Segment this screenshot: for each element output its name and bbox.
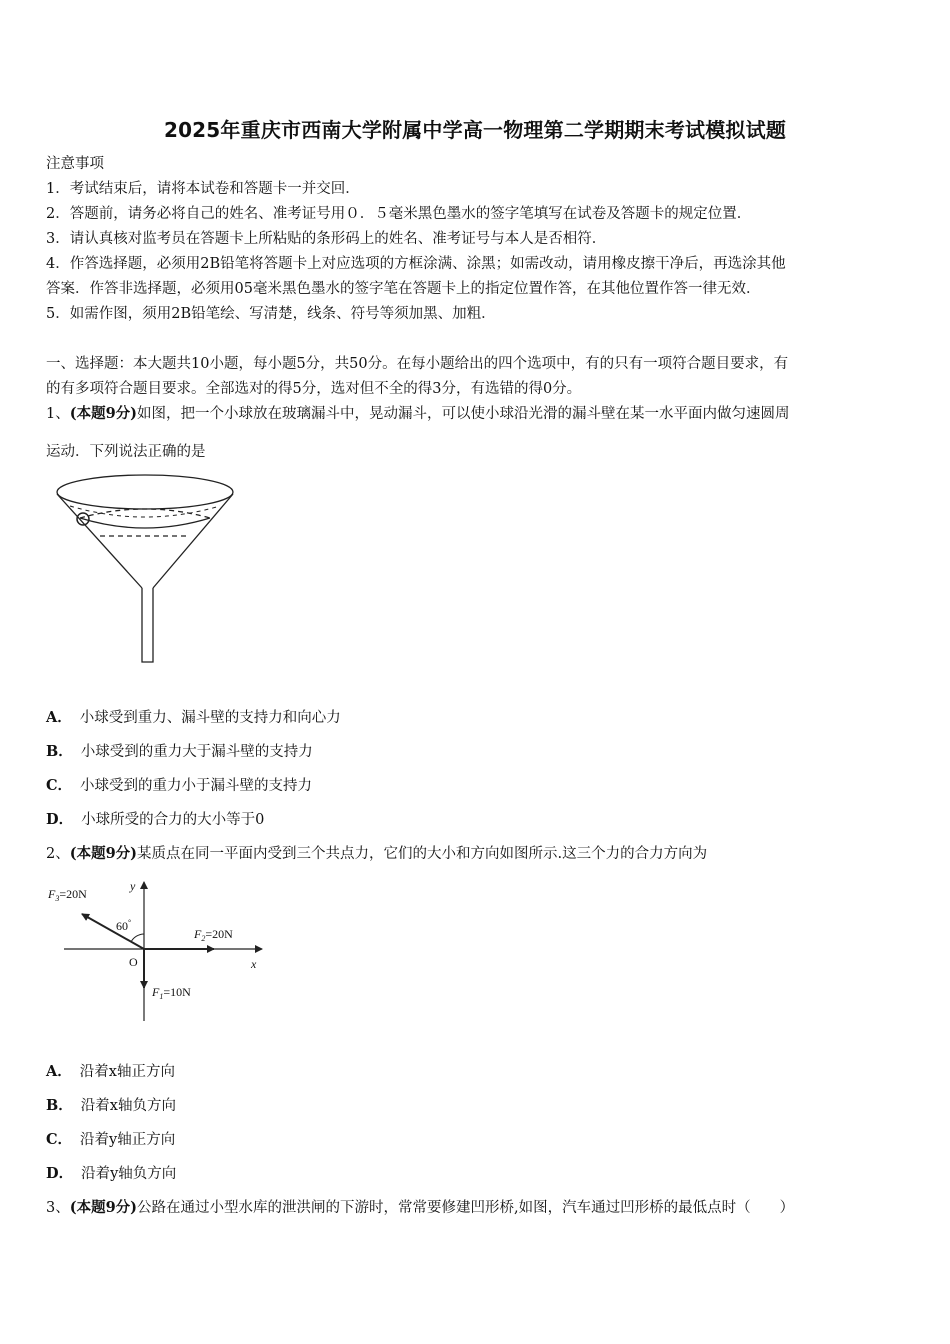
question-2-text bbox=[46, 842, 707, 863]
origin-label: O bbox=[129, 955, 138, 969]
f2-label: $F_2=20N$ bbox=[194, 927, 233, 943]
orbit-back bbox=[80, 509, 210, 518]
option-letter: C． bbox=[46, 1131, 73, 1148]
funnel-figure bbox=[50, 470, 240, 670]
force-diagram bbox=[44, 876, 274, 1026]
option-letter: C． bbox=[46, 777, 73, 794]
option-letter: A． bbox=[46, 1063, 72, 1080]
option-d bbox=[46, 808, 264, 829]
option-text: 沿着y轴负方向 bbox=[81, 1166, 177, 1182]
f3-label: $F_3=20N$ bbox=[48, 887, 87, 903]
option-text: 沿着x轴负方向 bbox=[80, 1098, 176, 1114]
option-d bbox=[46, 1162, 176, 1183]
force-f3-arrow bbox=[82, 914, 144, 949]
option-letter: D． bbox=[46, 811, 74, 828]
option-letter: B． bbox=[46, 1097, 73, 1114]
option-letter: B． bbox=[46, 743, 73, 760]
question-3-text bbox=[46, 1196, 794, 1217]
option-letter: D． bbox=[46, 1165, 74, 1182]
section-instructions: 一、选择题：本大题共10小题，每小题5分，共50分。在每小题给出的四个选项中，有的只有一项符合题目要求，有 bbox=[46, 356, 789, 372]
page-title: 2025年重庆市西南大学附属中学高一物理第二学期期末考试模拟试题 bbox=[163, 118, 787, 142]
option-c bbox=[46, 1128, 175, 1149]
x-axis-label: x bbox=[251, 957, 257, 971]
option-text: 小球受到的重力小于漏斗壁的支持力 bbox=[80, 778, 313, 794]
option-text: 小球受到重力、漏斗壁的支持力和向心力 bbox=[79, 710, 341, 726]
f1-label: $F_1=10N$ bbox=[152, 985, 191, 1001]
section-instructions-cont: 的有多项符合题目要求。全部选对的得5分，选对但不全的得3分，有选错的得0分。 bbox=[46, 381, 582, 397]
question-number: 3、 bbox=[46, 1200, 70, 1216]
funnel-left-wall bbox=[57, 494, 142, 588]
orbit-front bbox=[80, 518, 210, 528]
notice-item: 3．请认真核对监考员在答题卡上所粘贴的条形码上的姓名、准考证号与本人是否相符． bbox=[46, 231, 607, 247]
question-score: (本题9分) bbox=[69, 405, 138, 422]
question-stem: 公路在通过小型水库的泄洪闸的下游时，常常要修建凹形桥,如图，汽车通过凹形桥的最低点时（ ） bbox=[137, 1200, 795, 1216]
notice-item: 答案．作答非选择题，必须用05毫米黑色墨水的签字笔在答题卡上的指定位置作答，在其他位置作答一律无效． bbox=[46, 281, 761, 297]
question-score: (本题9分) bbox=[69, 845, 138, 862]
option-c bbox=[46, 774, 312, 795]
question-score: (本题9分) bbox=[69, 1199, 138, 1216]
angle-label: 60° bbox=[116, 918, 132, 933]
option-a bbox=[46, 706, 341, 727]
question-1-text bbox=[46, 402, 790, 423]
option-b bbox=[46, 740, 313, 761]
option-letter: A． bbox=[46, 709, 72, 726]
option-text: 小球所受的合力的大小等于0 bbox=[81, 812, 265, 828]
option-text: 小球受到的重力大于漏斗壁的支持力 bbox=[80, 744, 313, 760]
option-b bbox=[46, 1094, 176, 1115]
question-stem: 如图，把一个小球放在玻璃漏斗中，晃动漏斗，可以使小球沿光滑的漏斗壁在某一水平面内做匀速圆周 bbox=[137, 406, 790, 422]
question-stem: 某质点在同一平面内受到三个共点力，它们的大小和方向如图所示.这三个力的合力方向为 bbox=[137, 846, 708, 862]
angle-arc bbox=[131, 934, 144, 942]
option-text: 沿着y轴正方向 bbox=[80, 1132, 176, 1148]
funnel-stem bbox=[142, 588, 153, 662]
notice-item: 2．答题前，请务必将自己的姓名、准考证号用０．５毫米黑色墨水的签字笔填写在试卷及答题卡的规定位置． bbox=[46, 206, 752, 222]
notice-item: 1．考试结束后，请将本试卷和答题卡一并交回． bbox=[46, 181, 360, 197]
notice-item: 5．如需作图，须用2B铅笔绘、写清楚，线条、符号等须加黑、加粗． bbox=[46, 306, 496, 322]
y-axis-label: y bbox=[130, 879, 136, 893]
option-text: 沿着x轴正方向 bbox=[79, 1064, 175, 1080]
option-a bbox=[46, 1060, 175, 1081]
question-number: 2、 bbox=[46, 846, 70, 862]
funnel-rim bbox=[57, 475, 233, 509]
notice-heading: 注意事项 bbox=[46, 156, 104, 172]
question-1-text-cont: 运动．下列说法正确的是 bbox=[46, 444, 206, 460]
notice-item: 4．作答选择题，必须用2B铅笔将答题卡上对应选项的方框涂满、涂黑；如需改动，请用橡皮擦干净后，再选涂其他 bbox=[46, 256, 786, 272]
question-number: 1、 bbox=[46, 406, 70, 422]
